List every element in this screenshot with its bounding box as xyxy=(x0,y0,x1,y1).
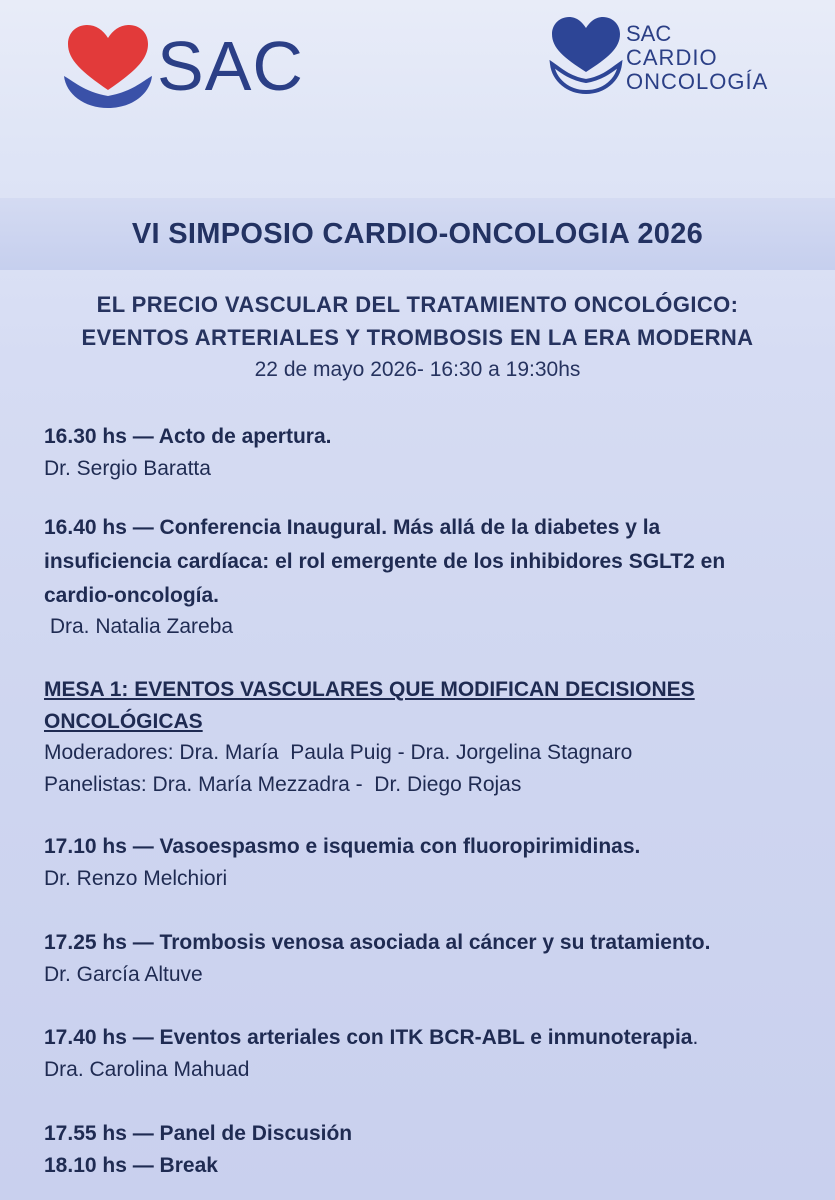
event-date: 22 de mayo 2026- 16:30 a 19:30hs xyxy=(254,358,581,381)
page-title: VI SIMPOSIO CARDIO-ONCOLOGIA 2026 xyxy=(131,218,704,250)
program-item-title: 17.25 hs — Trombosis venosa asociada al cáncer y su tratamiento. xyxy=(44,931,711,954)
program-item-title-cont: cardio-oncología. xyxy=(44,584,220,607)
program-item-title-end: . xyxy=(692,1026,699,1049)
sac-logo xyxy=(62,20,322,112)
mesa-title: MESA 1: EVENTOS VASCULARES QUE MODIFICAN DECISIONES xyxy=(44,678,695,701)
header xyxy=(0,0,835,180)
program-item-title: 16.30 hs — Acto de apertura. xyxy=(44,425,332,448)
mesa-panelists: Panelistas: Dra. María Mezzadra - Dr. Diego Rojas xyxy=(44,773,522,796)
program-item-title: 17.10 hs — Vasoespasmo e isquemia con fluoropirimidinas. xyxy=(44,835,641,858)
heart-hands-icon xyxy=(62,20,154,112)
program-item-speaker: Dr. García Altuve xyxy=(44,963,203,986)
heart-hands-icon xyxy=(548,14,624,96)
cardio-oncologia-logo xyxy=(548,14,808,114)
program-item-speaker: Dr. Sergio Baratta xyxy=(44,457,211,480)
program-item-title: 18.10 hs — Break xyxy=(44,1154,218,1177)
program-item-title: 17.40 hs — Eventos arteriales con ITK BCR-ABL e inmunoterapia xyxy=(44,1026,693,1049)
program-item-speaker: Dr. Renzo Melchiori xyxy=(44,867,228,890)
mesa-title-cont: ONCOLÓGICAS xyxy=(44,710,203,733)
program-item-title-cont: insuficiencia cardíaca: el rol emergente de los inhibidores SGLT2 en xyxy=(44,550,726,573)
program-item-speaker: Dra. Carolina Mahuad xyxy=(44,1058,250,1081)
cardio-logo-line2: CARDIO xyxy=(626,45,718,70)
subtitle-line-2: EVENTOS ARTERIALES Y TROMBOSIS EN LA ERA MODERNA xyxy=(81,325,754,350)
subtitle-line-1: EL PRECIO VASCULAR DEL TRATAMIENTO ONCOLÓGICO: xyxy=(96,292,739,317)
program-item-title: 17.55 hs — Panel de Discusión xyxy=(44,1122,353,1145)
cardio-logo-line1: SAC xyxy=(626,21,672,46)
program-item-title-row xyxy=(44,1025,698,1051)
program-item-speaker: Dra. Natalia Zareba xyxy=(44,615,234,638)
cardio-logo-line3: ONCOLOGÍA xyxy=(626,69,769,94)
program-item-title: 16.40 hs — Conferencia Inaugural. Más allá de la diabetes y la xyxy=(44,516,661,539)
sac-logo-text: SAC xyxy=(157,27,304,105)
mesa-moderators: Moderadores: Dra. María Paula Puig - Dra. Jorgelina Stagnaro xyxy=(44,741,633,764)
